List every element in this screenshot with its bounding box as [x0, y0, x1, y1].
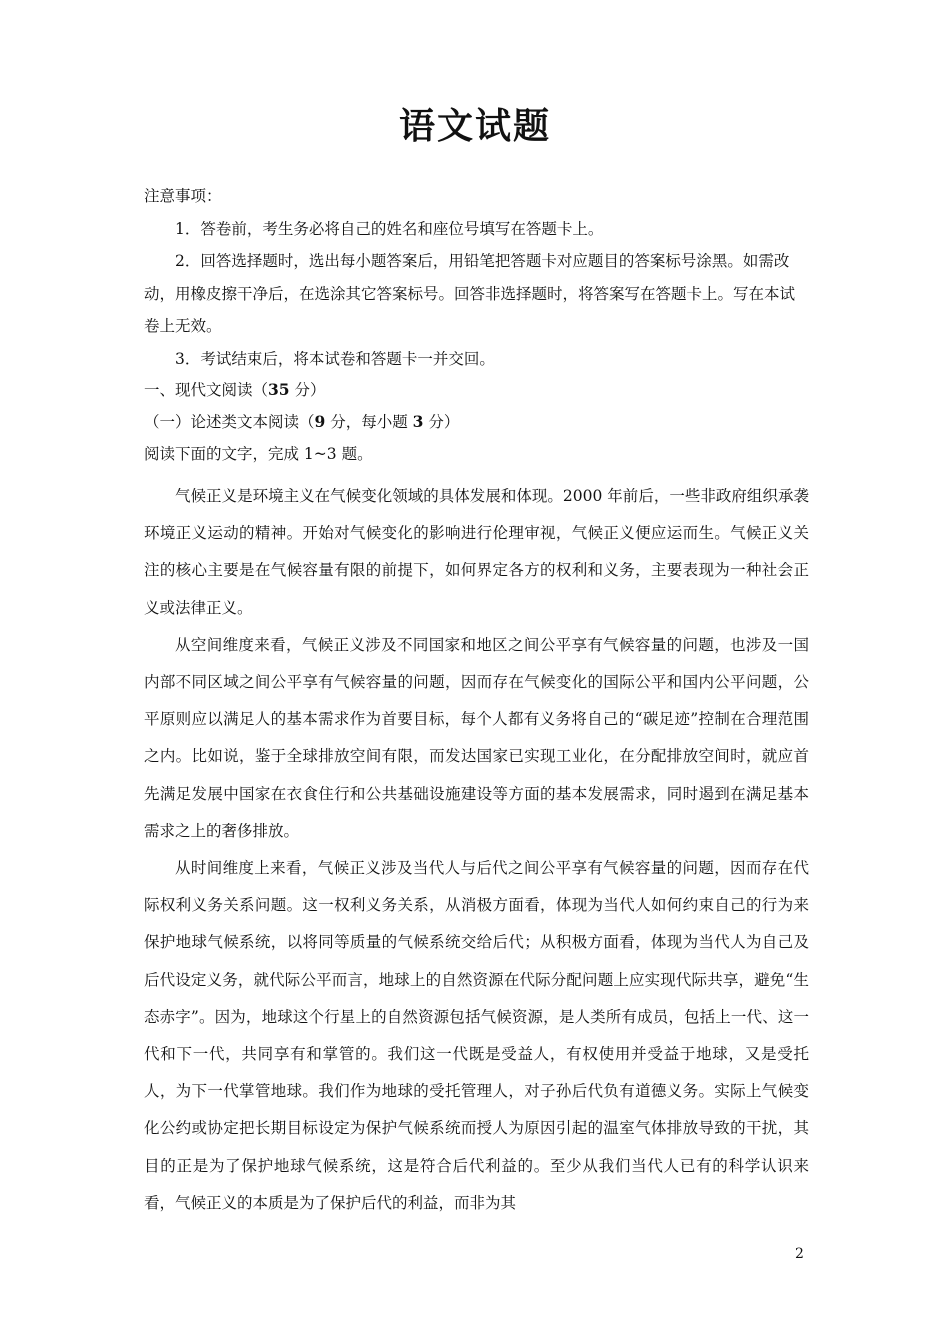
notice-item-1: 1．答卷前，考生务必将自己的姓名和座位号填写在答题卡上。 [175, 219, 604, 238]
reading-instruction: 阅读下面的文字，完成 1~3 题。 [144, 445, 373, 463]
notice-block [144, 180, 809, 375]
notice-item-2: 2．回答选择题时，选出每小题答案后，用铅笔把答题卡对应题目的答案标号涂黑。如需改动，用橡皮擦干净后，在选涂其它答案标号。回答非选择题时，将答案写在答题卡上。写在本试卷上无效。 [144, 252, 796, 335]
subsection-heading: （一）论述类文本阅读（9 分，每小题 3 分） [144, 412, 460, 431]
page-title: 语文试题 [398, 106, 551, 147]
section-score: 35 [268, 380, 290, 399]
subsection-each-score: 3 [412, 412, 424, 431]
section-heading: 一、现代文阅读（35 分） [144, 380, 326, 399]
passage-paragraph-1: 气候正义是环境主义在气候变化领域的具体发展和体现。2000 年前后，一些非政府组织承袭环境正义运动的精神。开始对气候变化的影响进行伦理审视，气候正义便应运而生。气候正义关注的核心主要是在气候容量有限的前提下，如何界定各方的权利和义务，主要表现为一种社会正义或法律正义。 [144, 487, 809, 617]
notice-item-3: 3．考试结束后，将本试卷和答题卡一并交回。 [175, 349, 495, 368]
passage-paragraph-2: 从空间维度来看，气候正义涉及不同国家和地区之间公平享有气候容量的问题，也涉及一国内部不同区域之间公平享有气候容量的问题，因而存在气候变化的国际公平和国内公平问题，公平原则应以满足人的基本需求作为首要目标，每个人都有义务将自己的“碳足迹”控制在合理范围之内。比如说，鉴于全球排放空间有限，而发达国家已实现工业化，在分配排放空间时，就应首先满足发展中国家在衣食住行和公共基础设施建设等方面的基本发展需求，同时遏到在满足基本需求之上的奢侈排放。 [144, 635, 809, 840]
passage-paragraph-3: 从时间维度上来看，气候正义涉及当代人与后代之间公平享有气候容量的问题，因而存在代际权利义务关系问题。这一权利义务关系，从消极方面看，体现为当代人如何约束自己的行为来保护地球气候系统，以将同等质量的气候系统交给后代；从积极方面看，体现为当代人为自己及后代设定义务，就代际公平而言，地球上的自然资源在代际分配问题上应实现代际共享，避免“生态赤字”。因为，地球这个行星上的自然资源包括气候资源，是人类所有成员，包括上一代、这一代和下一代，共同享有和掌管的。我们这一代既是受益人，有权使用并受益于地球，又是受托人，为下一代掌管地球。我们作为地球的受托管理人，对子孙后代负有道德义务。实际上气候变化公约或协定把长期目标设定为保护气候系统而授人为原因引起的温室气体排放导致的干扰，其目的正是为了保护地球气候系统，这是符合后代利益的。至少从我们当代人已有的科学认识来看，气候正义的本质是为了保护后代的利益，而非为其 [144, 859, 809, 1212]
page-number: 2 [795, 1246, 804, 1262]
subsection-score: 9 [314, 412, 326, 431]
reading-passage [144, 478, 809, 1222]
notice-heading: 注意事项： [144, 187, 222, 205]
